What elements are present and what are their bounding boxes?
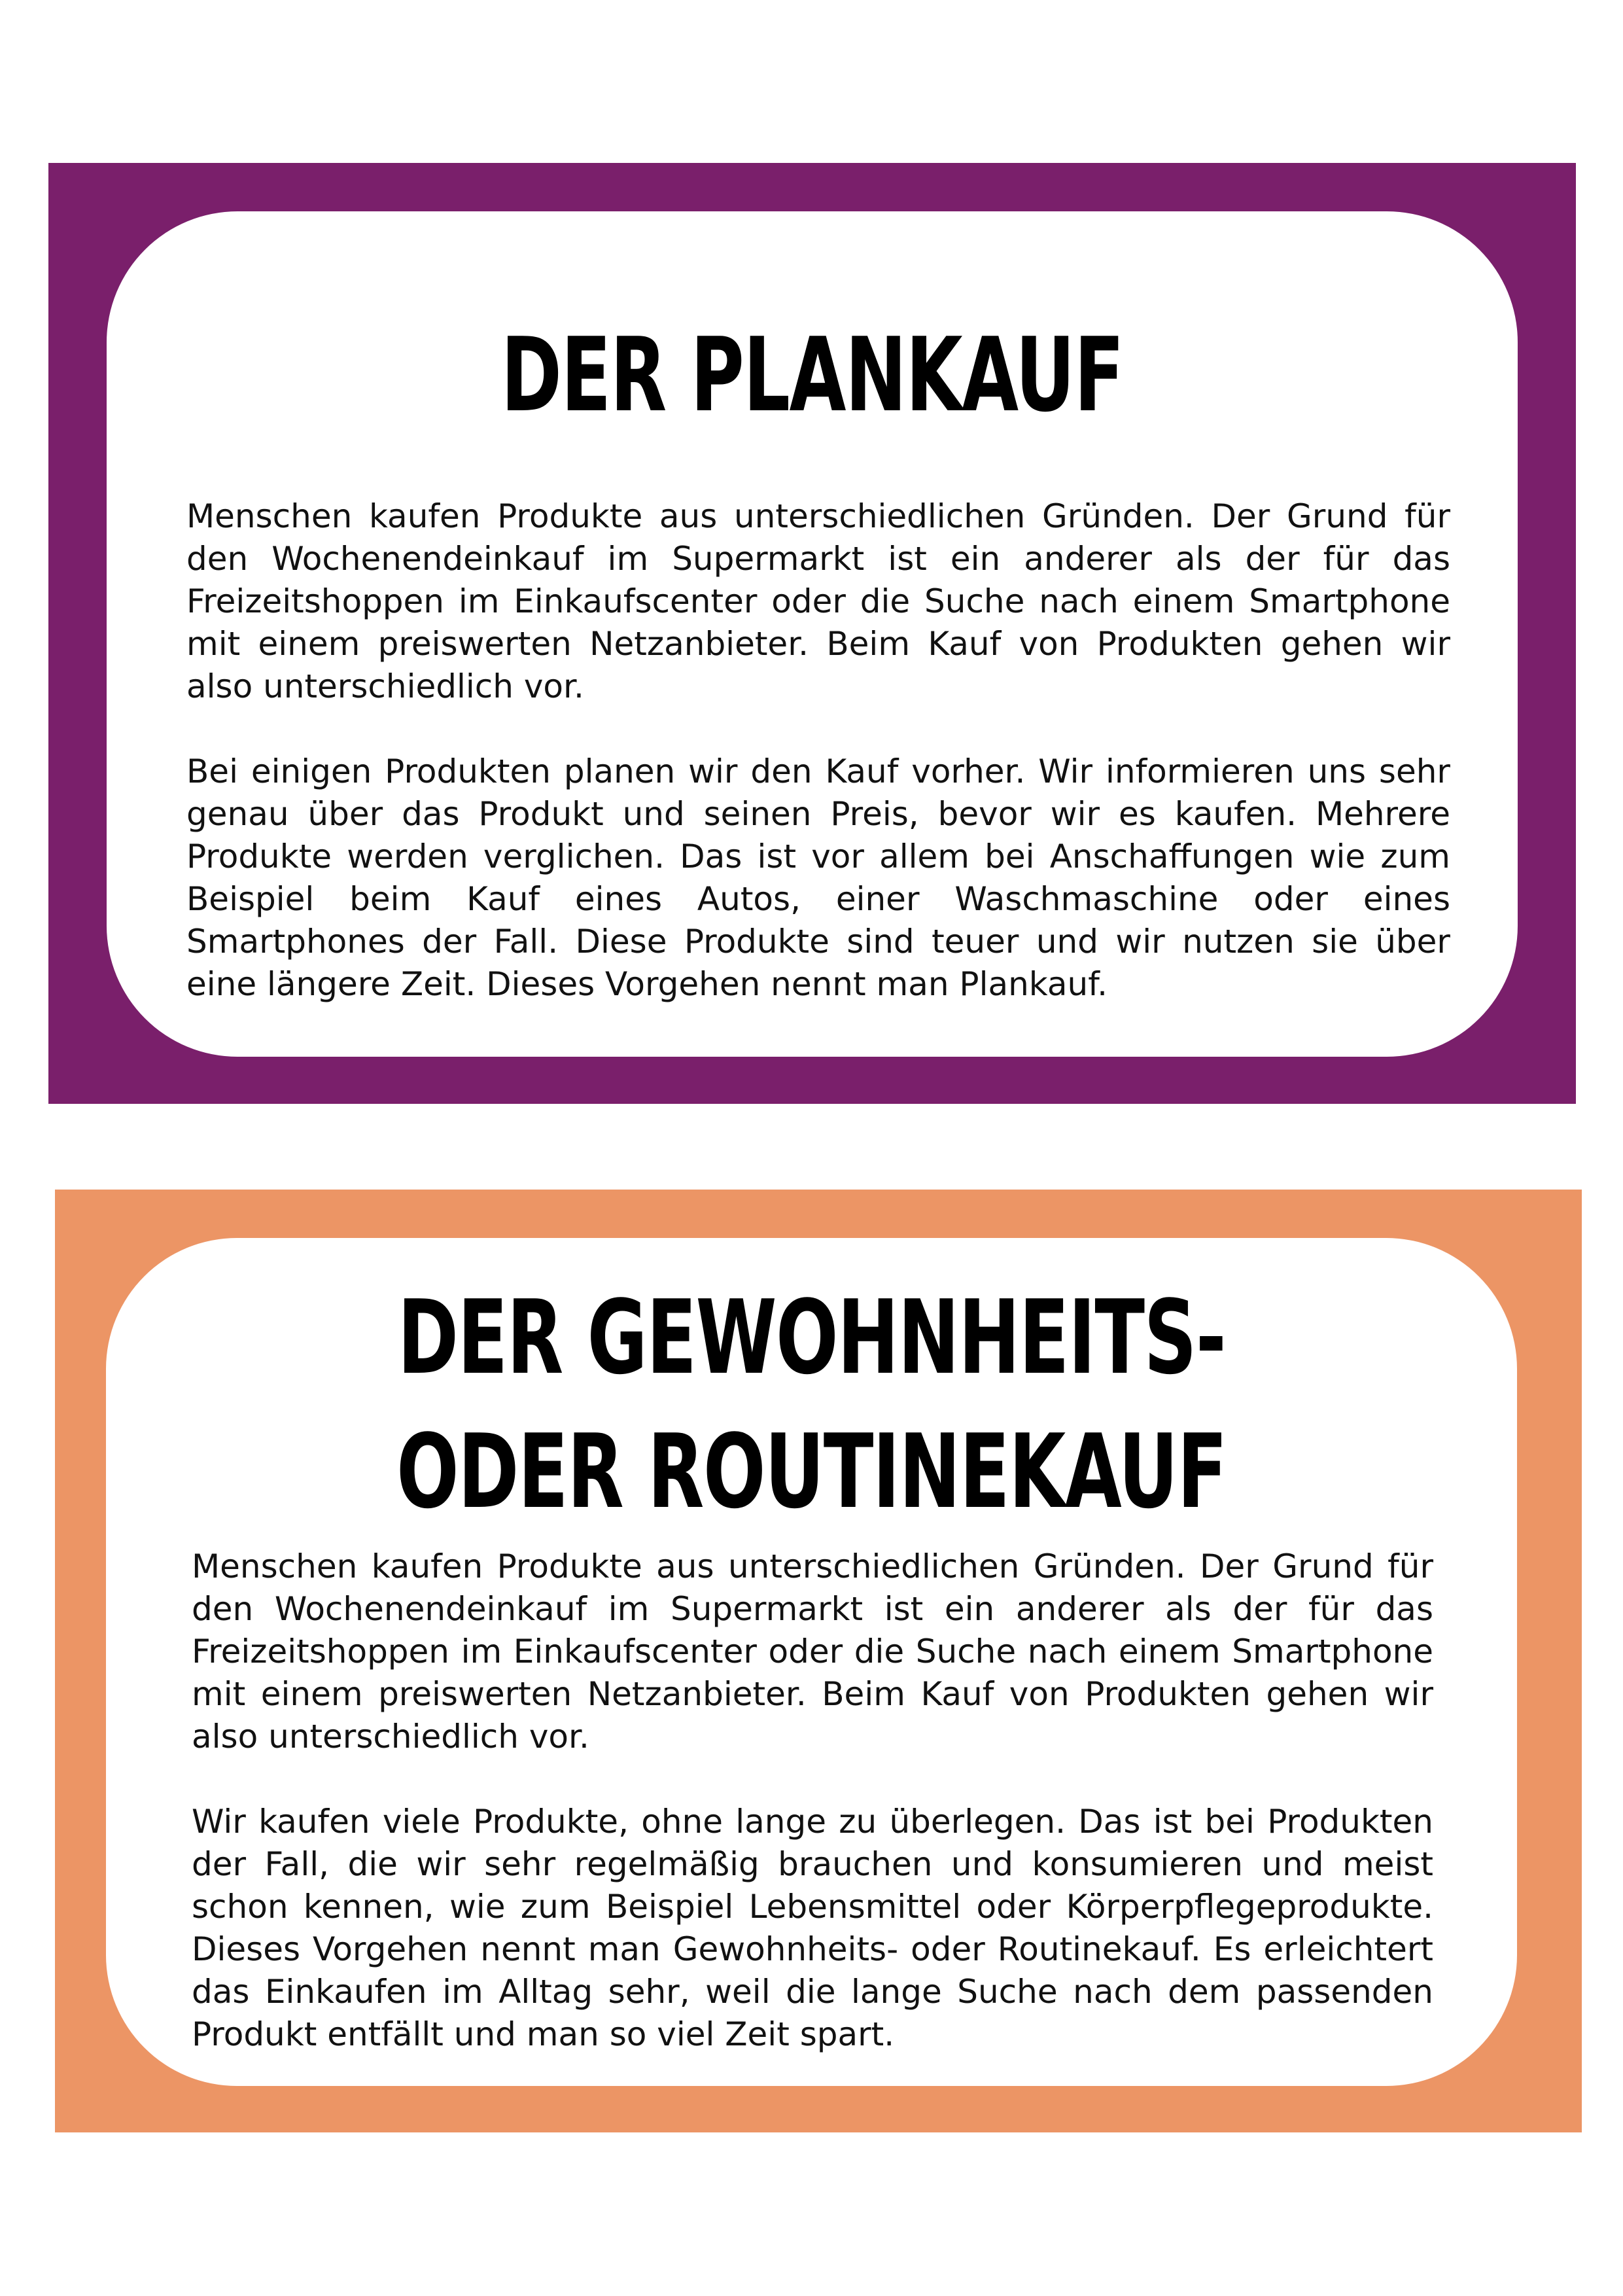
card-paragraph: Bei einigen Produkten planen wir den Kauf vorher. Wir informieren uns sehr genau über das Produkt und seinen Preis, bevor wir es kaufen. Mehrere Produkte werden verglichen. Das ist vor allem bei Anschaffungen wie zum Beispiel beim Kauf eines Autos, einer Waschmaschine oder eines Smartphones der Fall. Diese Produkte sind teuer und wir nutzen sie über eine längere Zeit. Dieses Vorgehen nennt man Plankauf. <box>186 752 1450 1003</box>
card-plankauf <box>48 163 1576 1104</box>
card-panel <box>106 1238 1517 2086</box>
card-title-text: DER GEWOHNHEITS- ODER ROUTINEKAUF <box>396 1278 1227 1531</box>
card-paragraph: Menschen kaufen Produkte aus unterschiedlichen Gründen. Der Grund für den Wochenendeinkauf im Supermarkt ist ein anderer als der für das Freizeitshoppen im Einkaufscenter oder die Suche nach einem Smartphone mit einem preiswerten Netzanbieter. Beim Kauf von Produkten gehen wir also unterschiedlich vor. <box>192 1547 1433 1756</box>
card-panel <box>107 211 1518 1057</box>
card-body <box>186 495 1450 1006</box>
card-title <box>304 1271 1319 1539</box>
card-title: DER PLANKAUF <box>500 315 1124 434</box>
card-body <box>192 1545 1433 2056</box>
card-paragraph: Menschen kaufen Produkte aus unterschiedlichen Gründen. Der Grund für den Wochenendeinkauf im Supermarkt ist ein anderer als der für das Freizeitshoppen im Einkaufscenter oder die Suche nach einem Smartphone mit einem preiswerten Netzanbieter. Beim Kauf von Produkten gehen wir also unterschiedlich vor. <box>186 497 1450 705</box>
card-paragraph: Wir kaufen viele Produkte, ohne lange zu überlegen. Das ist bei Produkten der Fall, die wir sehr regelmäßig brauchen und konsumieren und meist schon kennen, wie zum Beispiel Lebensmittel oder Körperpflegeprodukte. Dieses Vorgehen nennt man Gewohnheits- oder Routinekauf. Es erleichtert das Einkaufen im Alltag sehr, weil die lange Suche nach dem passenden Produkt entfällt und man so viel Zeit spart. <box>192 1803 1433 2053</box>
card-routinekauf <box>55 1190 1582 2132</box>
